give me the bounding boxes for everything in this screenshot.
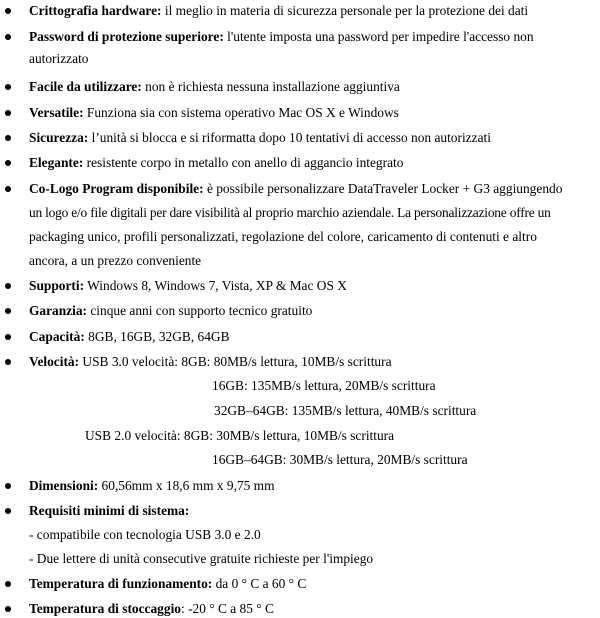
spec-label: Temperatura di funzionamento: (29, 576, 213, 591)
bullet-icon (5, 8, 11, 14)
spec-label: Elegante: (29, 155, 84, 170)
spec-text: non è richiesta nessuna installazione aggiuntiva (141, 79, 400, 94)
spec-label: Temperatura di stoccaggio (29, 601, 181, 616)
bullet-icon (5, 359, 11, 365)
spec-continuation: USB 2.0 velocità: 8GB: 30MB/s lettura, 10MB/s scrittura (85, 428, 395, 443)
spec-text: 60,56mm x 18,6 mm x 9,75 mm (98, 478, 275, 493)
spec-label: Supporti: (29, 278, 85, 293)
spec-text: Windows 8, Windows 7, Vista, XP & Mac OS X (84, 278, 347, 293)
spec-continuation: un logo e/o file digitali per dare visibilità al proprio marchio aziendale. La personalizzazione offre un (29, 205, 551, 220)
spec-text: Funziona sia con sistema operativo Mac OS X e Windows (83, 105, 399, 120)
bullet-icon (5, 483, 11, 489)
spec-text: : -20 ° C a 85 ° C (181, 601, 274, 616)
spec-label: Co-Logo Program disponibile: (29, 181, 204, 196)
spec-continuation: packaging unico, profili personalizzati, regolazione del colore, caricamento di contenuti e altro (29, 229, 537, 244)
spec-continuation: 16GB–64GB: 30MB/s lettura, 20MB/s scrittura (212, 452, 468, 467)
spec-text: resistente corpo in metallo con anello di aggancio integrato (83, 155, 404, 170)
spec-label: Password di protezione superiore: (29, 29, 224, 44)
bullet-icon (5, 508, 11, 514)
spec-continuation: - Due lettere di unità consecutive gratuite richieste per l'impiego (29, 551, 374, 566)
spec-continuation: ancora, a un prezzo conveniente (29, 253, 202, 268)
bullet-icon (5, 34, 11, 40)
spec-continuation: autorizzato (29, 51, 89, 66)
spec-label: Dimensioni: (29, 478, 99, 493)
spec-text: 8GB, 16GB, 32GB, 64GB (84, 329, 230, 344)
bullet-icon (5, 110, 11, 116)
spec-label: Garanzia: (29, 303, 88, 318)
bullet-icon (5, 84, 11, 90)
spec-text: l'utente imposta una password per impedire l'accesso non (223, 29, 534, 44)
bullet-icon (5, 308, 11, 314)
spec-label: Versatile: (29, 105, 84, 120)
spec-label: Sicurezza: (29, 130, 89, 145)
bullet-icon (5, 135, 11, 141)
bullet-icon (5, 606, 11, 612)
spec-text: da 0 ° C a 60 ° C (212, 576, 307, 591)
spec-label: Facile da utilizzare: (29, 79, 142, 94)
bullet-icon (5, 160, 11, 166)
spec-label: Capacità: (29, 329, 85, 344)
spec-continuation: - compatibile con tecnologia USB 3.0 e 2.0 (29, 527, 261, 542)
spec-label: Requisiti minimi di sistema: (29, 503, 190, 518)
spec-text: USB 3.0 velocità: 8GB: 80MB/s lettura, 10MB/s scrittura (79, 354, 392, 369)
bullet-icon (5, 581, 11, 587)
spec-continuation: 16GB: 135MB/s lettura, 20MB/s scrittura (212, 378, 436, 393)
spec-text: il meglio in materia di sicurezza personale per la protezione dei dati (161, 3, 529, 18)
spec-text: è possibile personalizzare DataTraveler Locker + G3 aggiungendo (203, 181, 563, 196)
spec-label: Crittografia hardware: (29, 3, 162, 18)
bullet-icon (5, 334, 11, 340)
spec-label: Velocità: (29, 354, 80, 369)
bullet-icon (5, 186, 11, 192)
spec-text: cinque anni con supporto tecnico gratuito (87, 303, 313, 318)
spec-continuation: 32GB–64GB: 135MB/s lettura, 40MB/s scrittura (214, 403, 477, 418)
spec-text: l’unità si blocca e si riformatta dopo 10 tentativi di accesso non autorizzati (88, 130, 491, 145)
bullet-icon (5, 283, 11, 289)
